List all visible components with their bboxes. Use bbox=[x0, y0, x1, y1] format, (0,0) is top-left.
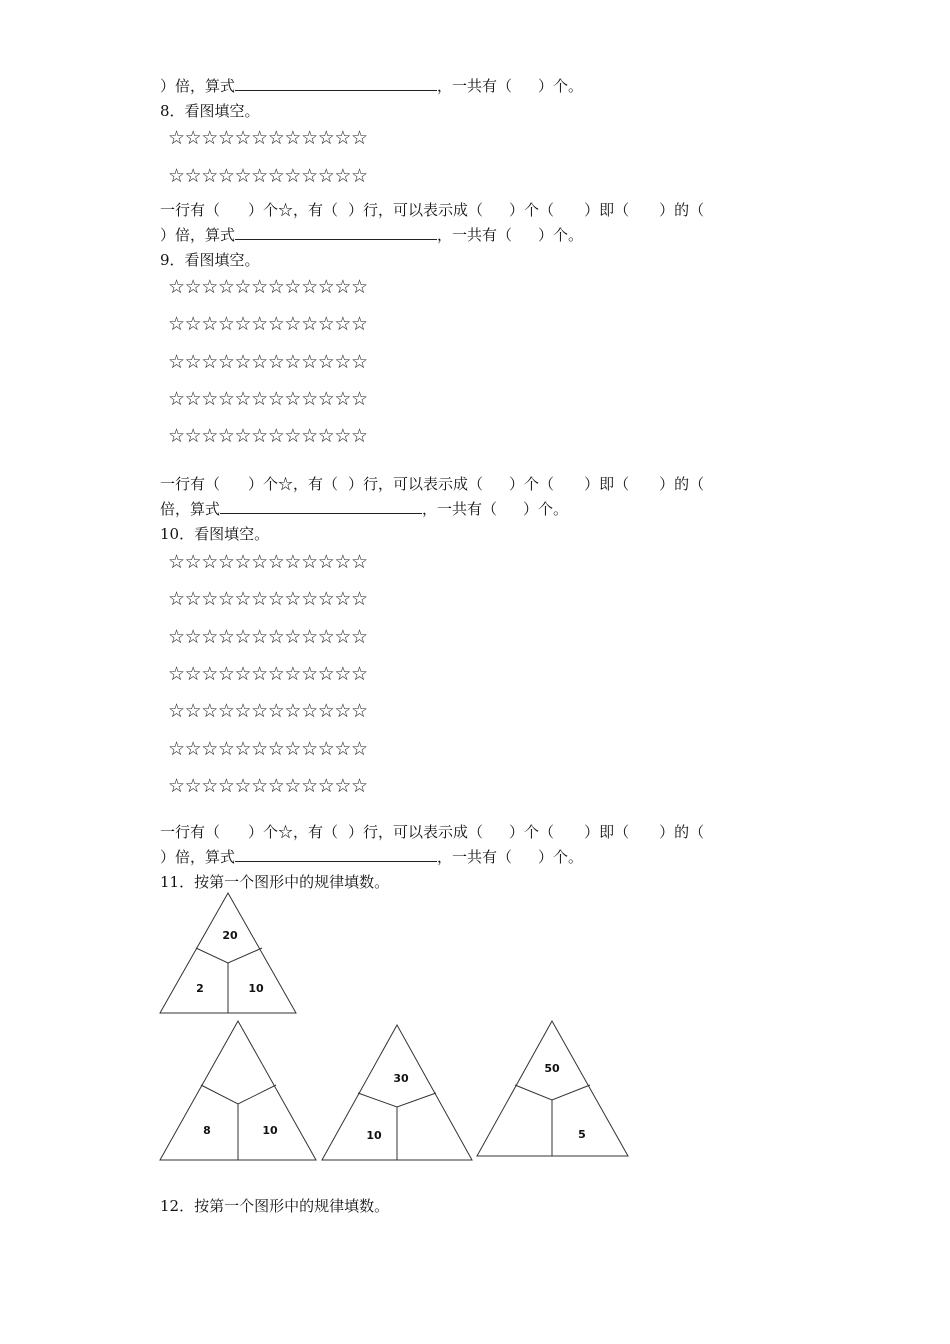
text-segment: ，一共有（ bbox=[437, 848, 513, 866]
star-row: ☆☆☆☆☆☆☆☆☆☆☆☆ bbox=[168, 388, 368, 410]
example-left-number: 2 bbox=[196, 982, 204, 995]
t2-left-number: 10 bbox=[366, 1129, 382, 1142]
t1-left-number: 8 bbox=[203, 1124, 211, 1137]
star-row: ☆☆☆☆☆☆☆☆☆☆☆☆ bbox=[168, 276, 368, 298]
text-segment: ）个。 bbox=[523, 500, 569, 518]
text-segment: ）个☆，有（ bbox=[248, 475, 339, 493]
example-right-number: 10 bbox=[248, 982, 264, 995]
text-segment: ）行，可以表示成（ bbox=[348, 201, 484, 219]
text-segment: ）即（ bbox=[584, 823, 630, 841]
star-row: ☆☆☆☆☆☆☆☆☆☆☆☆ bbox=[168, 663, 368, 685]
text-segment: ）倍，算式 bbox=[160, 226, 236, 244]
triangle-1 bbox=[160, 1021, 316, 1160]
text-segment: ，一共有（ bbox=[437, 226, 513, 244]
star-row: ☆☆☆☆☆☆☆☆☆☆☆☆ bbox=[168, 127, 368, 149]
star-row: ☆☆☆☆☆☆☆☆☆☆☆☆ bbox=[168, 551, 368, 573]
text-segment: 倍，算式 bbox=[160, 500, 221, 518]
text-segment: ）行，可以表示成（ bbox=[348, 475, 484, 493]
text-segment: ，一共有（ bbox=[422, 500, 498, 518]
t3-right-number: 5 bbox=[578, 1128, 586, 1141]
star-row: ☆☆☆☆☆☆☆☆☆☆☆☆ bbox=[168, 425, 368, 447]
text-segment: ）个（ bbox=[509, 823, 555, 841]
text-segment: ）的（ bbox=[659, 475, 705, 493]
text-segment: 一行有（ bbox=[160, 475, 221, 493]
q9-title: 9．看图填空。 bbox=[160, 251, 260, 269]
text-segment: ）的（ bbox=[659, 823, 705, 841]
triangle-2 bbox=[322, 1025, 472, 1160]
text-segment: ）即（ bbox=[584, 475, 630, 493]
text-segment: ）个（ bbox=[509, 201, 555, 219]
star-row: ☆☆☆☆☆☆☆☆☆☆☆☆ bbox=[168, 313, 368, 335]
star-row: ☆☆☆☆☆☆☆☆☆☆☆☆ bbox=[168, 165, 368, 187]
text-segment: ）即（ bbox=[584, 201, 630, 219]
star-row: ☆☆☆☆☆☆☆☆☆☆☆☆ bbox=[168, 775, 368, 797]
text-segment: ，一共有（ bbox=[437, 77, 513, 95]
q11-title: 11．按第一个图形中的规律填数。 bbox=[160, 873, 390, 891]
triangle-3 bbox=[477, 1021, 628, 1156]
text-segment: ）个☆，有（ bbox=[248, 823, 339, 841]
star-row: ☆☆☆☆☆☆☆☆☆☆☆☆ bbox=[168, 588, 368, 610]
star-row: ☆☆☆☆☆☆☆☆☆☆☆☆ bbox=[168, 626, 368, 648]
t2-top-number: 30 bbox=[393, 1072, 409, 1085]
q10-title: 10．看图填空。 bbox=[160, 525, 270, 543]
text-segment: ）个。 bbox=[538, 226, 584, 244]
star-row: ☆☆☆☆☆☆☆☆☆☆☆☆ bbox=[168, 351, 368, 373]
text-segment: ）行，可以表示成（ bbox=[348, 823, 484, 841]
t1-right-number: 10 bbox=[262, 1124, 278, 1137]
text-segment: ）个。 bbox=[538, 848, 584, 866]
example-triangle bbox=[160, 893, 296, 1013]
text-segment: ）个。 bbox=[538, 77, 584, 95]
example-top-number: 20 bbox=[222, 929, 238, 942]
text-segment: ）的（ bbox=[659, 201, 705, 219]
star-row: ☆☆☆☆☆☆☆☆☆☆☆☆ bbox=[168, 738, 368, 760]
text-segment: ）倍，算式 bbox=[160, 77, 236, 95]
text-segment: ）个☆，有（ bbox=[248, 201, 339, 219]
text-segment: ）个（ bbox=[509, 475, 555, 493]
q8-title: 8．看图填空。 bbox=[160, 102, 260, 120]
t3-top-number: 50 bbox=[544, 1062, 560, 1075]
q12-title: 12．按第一个图形中的规律填数。 bbox=[160, 1197, 390, 1215]
star-row: ☆☆☆☆☆☆☆☆☆☆☆☆ bbox=[168, 700, 368, 722]
text-segment: 一行有（ bbox=[160, 823, 221, 841]
text-segment: ）倍，算式 bbox=[160, 848, 236, 866]
text-segment: 一行有（ bbox=[160, 201, 221, 219]
